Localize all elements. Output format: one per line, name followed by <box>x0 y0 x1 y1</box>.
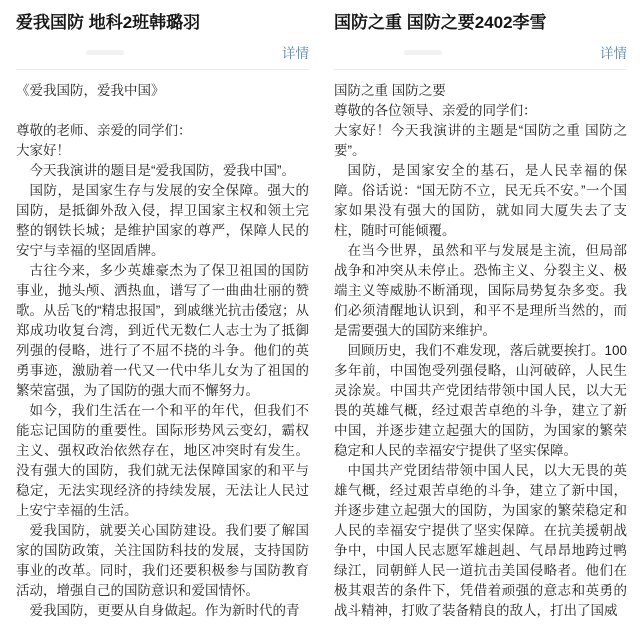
detail-link[interactable]: 详情 <box>600 45 627 61</box>
body-paragraph: 今天我演讲的题目是“爱我国防，爱我中国”。 <box>29 163 295 178</box>
detail-row <box>16 34 309 69</box>
detail-row <box>334 34 627 69</box>
body-paragraph: 如今，我们生活在一个和平的年代，但我们不能忘记国防的重要性。国际形势风云变幻，霸权主义、强权政治依然存在，地区冲突时有发生。没有强大的国防，我们就无法保障国家的和平与稳定，无法实现经济的持续发展，无法让人民过上安宁幸福的生活。 <box>16 403 309 518</box>
body-paragraph: 中国共产党团结带领中国人民，以大无畏的英雄气概，经过艰苦卓绝的斗争，建立了新中国，并逐步建立起强大的国防，为国家的繁荣稳定和人民的幸福安宁提供了坚实保障。在抗美援朝战争中，中国人民志愿军雄赳赳、气昂昂地跨过鸭绿江，同朝鲜人民一道抗击美国侵略者。他们在极其艰苦的条件下，凭借着顽强的意志和英勇的战斗精神，打败了装备精良的敌人，打出了国威 <box>334 463 627 618</box>
article-body <box>16 70 309 621</box>
body-paragraph: 尊敬的老师、亲爱的同学们： <box>16 123 192 138</box>
article-title: 爱我国防 地科2班韩璐羽 <box>16 13 201 32</box>
article-card-right <box>334 0 627 640</box>
body-paragraph: 爱我国防，更要从自身做起。作为新时代的青 <box>29 603 300 618</box>
body-paragraph: 在当今世界，虽然和平与发展是主流，但局部战争和冲突从未停止。恐怖主义、分裂主义、极端主义等威胁不断涌现，国际局势复杂多变。我们必须清醒地认识到，和平不是理所当然的，而是需要强大的国防来维护。 <box>334 243 627 338</box>
article-title: 国防之重 国防之要2402李雪 <box>334 13 547 32</box>
body-paragraph: 古往今来，多少英雄豪杰为了保卫祖国的国防事业，抛头颅、洒热血，谱写了一曲曲壮丽的赞歌。从岳飞的“精忠报国”，到戚继光抗击倭寇；从郑成功收复台湾，到近代无数仁人志士为了抵御列强的侵略，进行了不屈不挠的斗争。他们的英勇事迹，激励着一代又一代中华儿女为了祖国的繁荣富强，为了国防的强大而不懈努力。 <box>16 263 309 398</box>
article-body <box>334 70 627 621</box>
faded-thumbnail-placeholder <box>404 50 442 55</box>
body-paragraph: 国防，是国家生存与发展的安全保障。强大的国防，是抵御外敌入侵，捍卫国家主权和领土完整的钢铁长城；是维护国家的尊严，保障人民的安宁与幸福的坚固盾牌。 <box>16 183 309 258</box>
body-paragraph: 尊敬的各位领导、亲爱的同学们： <box>334 103 537 118</box>
body-paragraph: 《爱我国防，爱我中国》 <box>16 83 165 98</box>
faded-thumbnail-placeholder <box>86 50 124 55</box>
body-paragraph: 大家好！ <box>16 143 70 158</box>
body-paragraph: 国防，是国家安全的基石，是人民幸福的保障。俗话说：“国无防不立，民无兵不安。”一个国家如果没有强大的国防，就如同大厦失去了支柱，随时可能倾覆。 <box>334 163 627 238</box>
body-paragraph: 国防之重 国防之要 <box>334 83 446 98</box>
detail-link[interactable]: 详情 <box>282 45 309 61</box>
body-paragraph: 爱我国防，就要关心国防建设。我们要了解国家的国防政策，关注国防科技的发展，支持国防事业的改革。同时，我们还要积极参与国防教育活动，增强自己的国防意识和爱国情怀。 <box>16 523 309 598</box>
body-paragraph: 回顾历史，我们不难发现，落后就要挨打。100多年前，中国饱受列强侵略，山河破碎，人民生灵涂炭。中国共产党团结带领中国人民，以大无畏的英雄气概，经过艰苦卓绝的斗争，建立了新中国，并逐步建立起强大的国防，为国家的繁荣稳定和人民的幸福安宁提供了坚实保障。 <box>334 343 627 458</box>
body-paragraph: 大家好！今天我演讲的主题是“国防之重 国防之要”。 <box>334 123 627 158</box>
article-card-left <box>16 0 309 640</box>
